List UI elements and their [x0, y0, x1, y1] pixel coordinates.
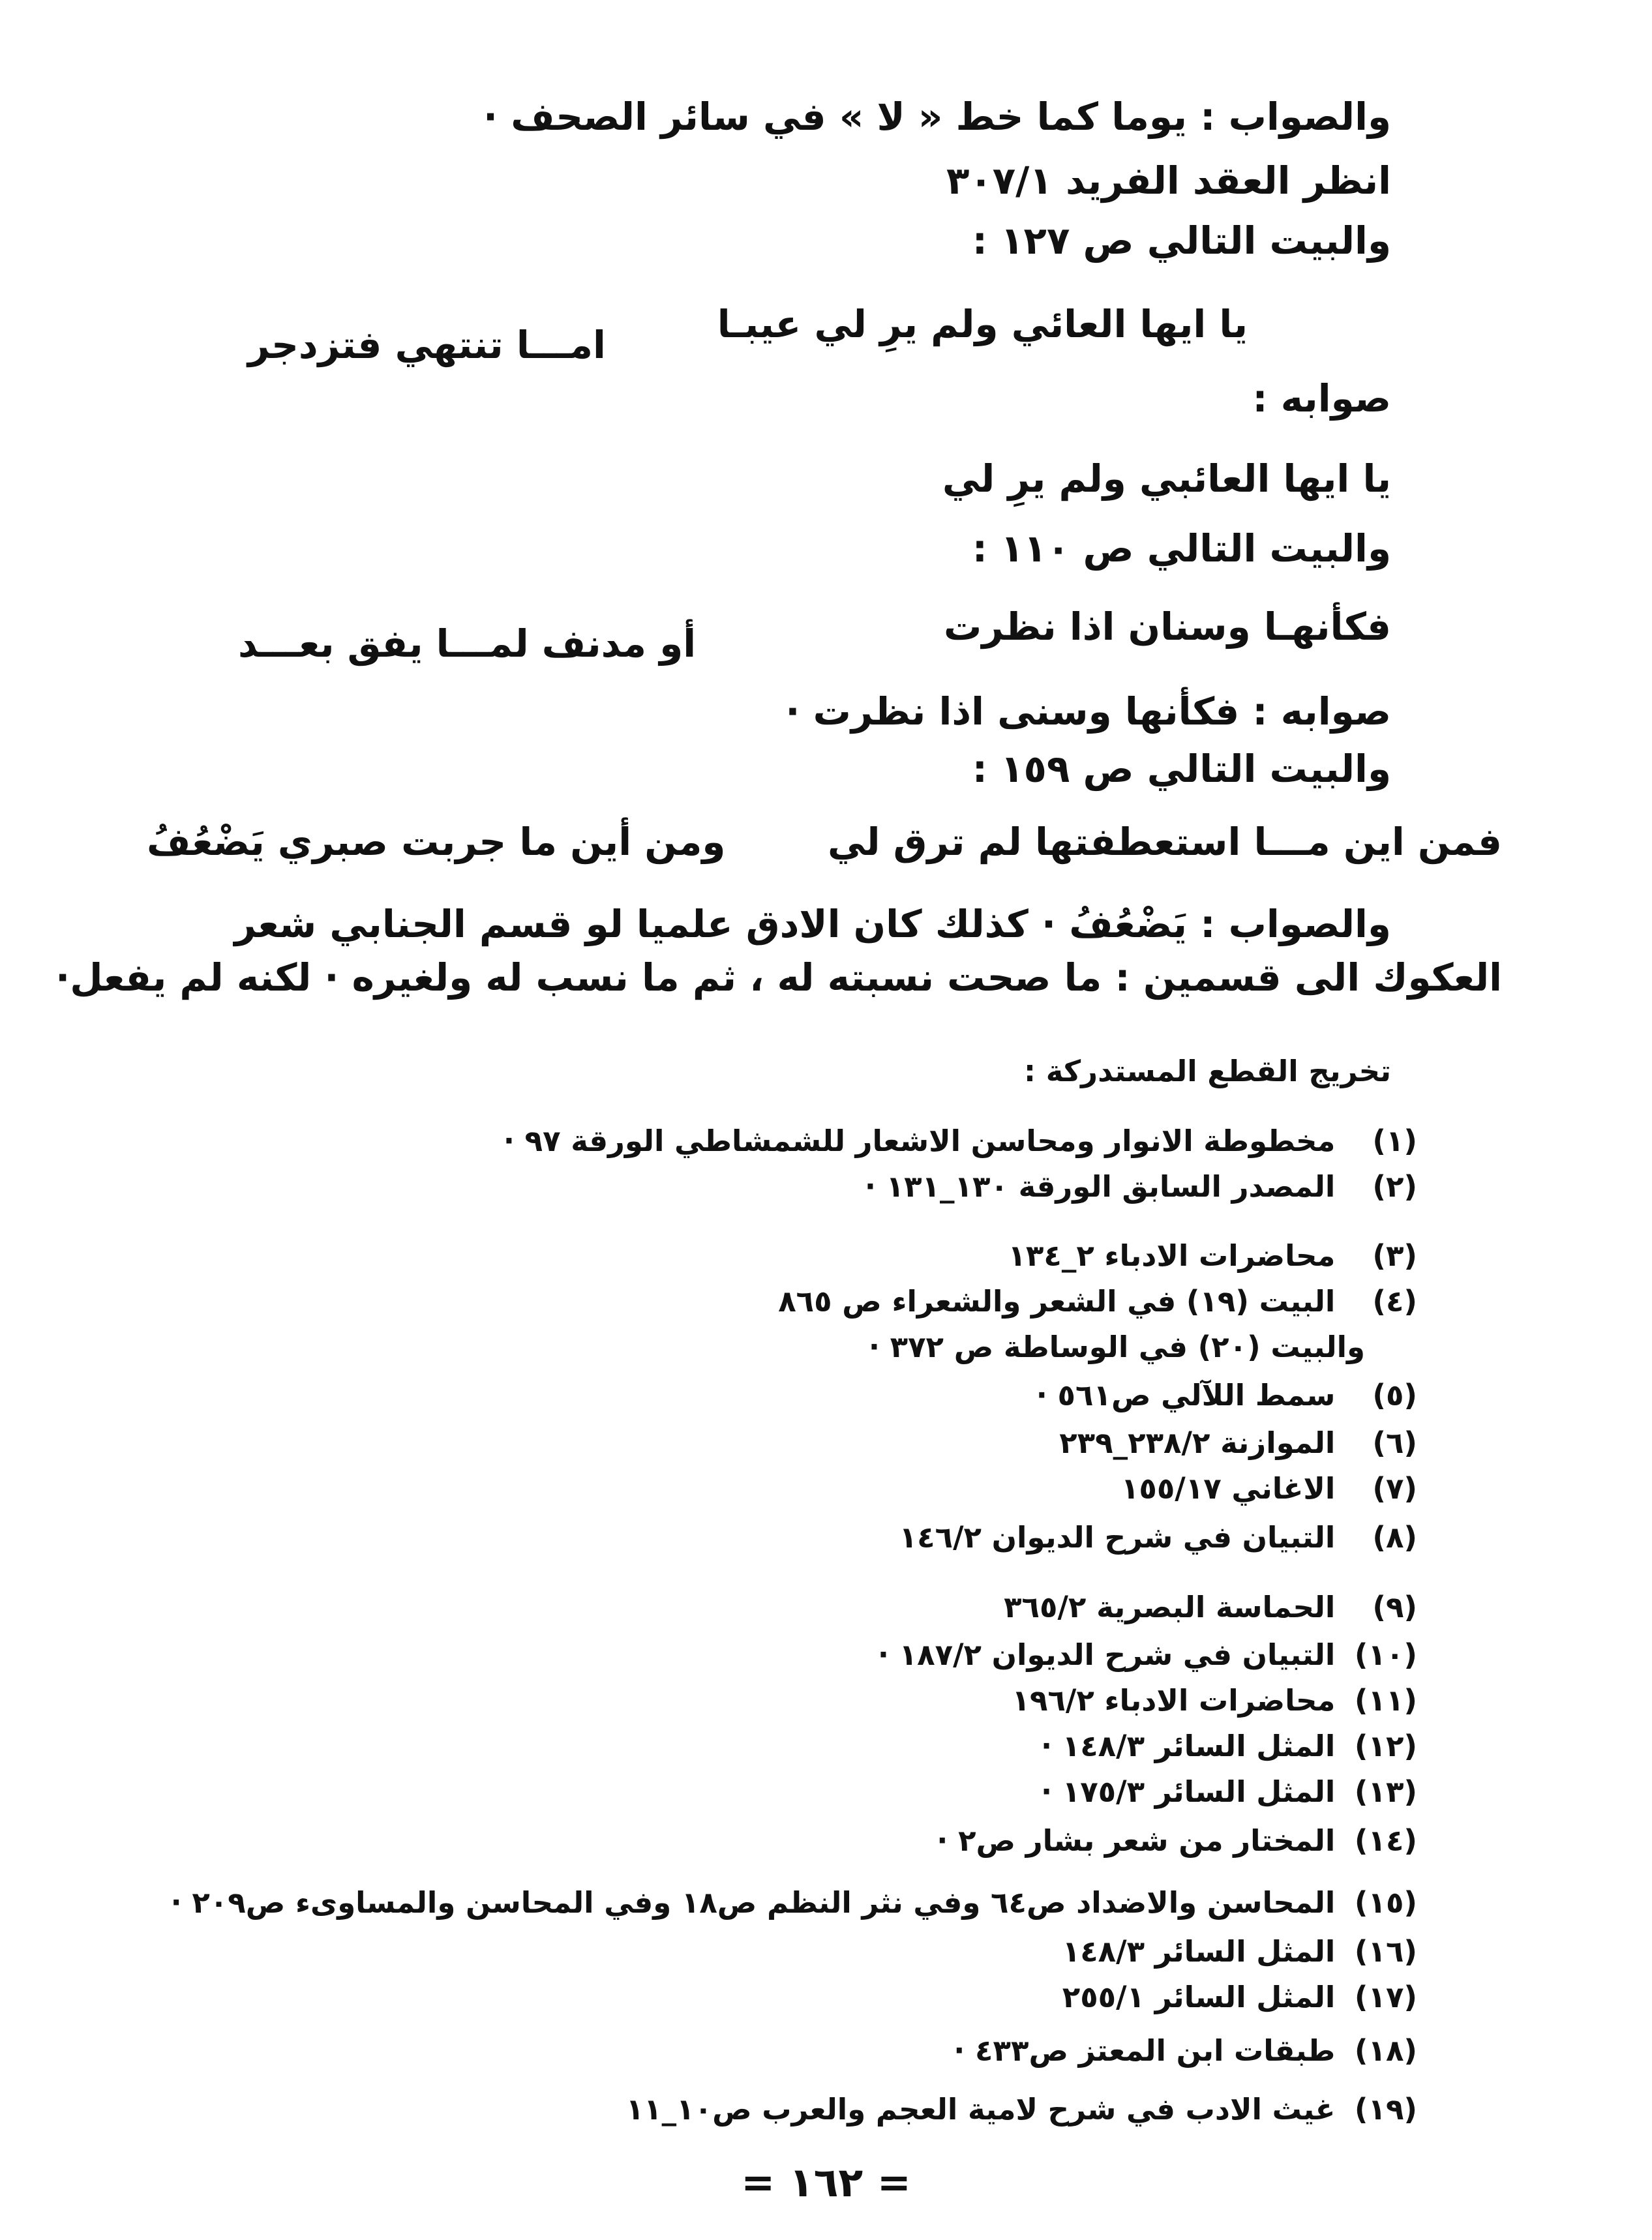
footnote-text: المثل السائر ٢٥٥/١	[1062, 1980, 1336, 2014]
footnote-number: (٦)	[1372, 1426, 1417, 1460]
footnote	[1040, 1774, 1417, 1809]
verse-hemistich-right: فكأنهـا وسنان اذا نظرت	[944, 605, 1391, 649]
text-line: صوابه :	[1252, 376, 1391, 421]
footnote	[877, 1637, 1417, 1672]
page-number: = ١٦٢ =	[741, 2158, 911, 2206]
footnote-text: سمط اللآلي ص٥٦١ ·	[1036, 1378, 1336, 1412]
footnote-text: غيث الادب في شرح لامية العجم والعرب ص١٠_١١	[625, 2092, 1336, 2127]
footnote-number: (١٧)	[1354, 1980, 1417, 2014]
footnote-text: البيت (١٩) في الشعر والشعراء ص ٨٦٥	[778, 1284, 1336, 1319]
footnote-number: (٥)	[1372, 1378, 1417, 1412]
footnote	[1004, 1592, 1417, 1622]
text-line: انظر العقد الفريد ٣٠٧/١	[946, 158, 1391, 203]
footnote-text: مخطوطة الانوار ومحاسن الاشعار للشمشاطي الورقة ٩٧ ·	[503, 1124, 1336, 1158]
footnote	[1062, 1982, 1417, 2012]
footnote	[1041, 1731, 1417, 1761]
footnote-text: المثل السائر ١٤٨/٣	[1062, 1934, 1336, 1969]
footnote-text: الاغاني ١٥٥/١٧	[1120, 1471, 1336, 1506]
text-line: يا ايها العائبي ولم يرِ لي	[942, 456, 1391, 501]
footnote-number: (١)	[1372, 1124, 1417, 1158]
footnote	[937, 1823, 1417, 1858]
text-line: والبيت التالي ص ١٢٧ :	[972, 218, 1391, 263]
footnote-text: محاضرات الادباء ١٩٦/٢	[1012, 1683, 1336, 1718]
footnote-number: (٤)	[1372, 1284, 1417, 1319]
footnote	[1120, 1471, 1417, 1506]
footnote-text: محاضرات الادباء ٢_١٣٤	[1008, 1238, 1336, 1273]
text-line: صوابه : فكأنها وسنى اذا نظرت ·	[785, 689, 1391, 734]
footnote-text: المصدر السابق الورقة ١٣٠_١٣١ ·	[864, 1169, 1336, 1204]
footnote-text: المثل السائر ١٧٥/٣ ·	[1040, 1774, 1336, 1809]
footnote	[625, 2092, 1417, 2127]
text-line: والصواب : يوما كما خط « لا » في سائر الصحف ·	[483, 95, 1391, 139]
footnote-text: التبيان في شرح الديوان ١٨٧/٢ ·	[877, 1637, 1336, 1672]
verse-hemistich-left: امـــا تنتهي فتزدجر	[248, 323, 606, 367]
footnote	[1012, 1683, 1417, 1718]
footnote-text: المختار من شعر بشار ص٢ ·	[937, 1823, 1336, 1858]
footnote	[864, 1169, 1417, 1204]
footnote-number: (٣)	[1372, 1238, 1417, 1273]
footnote-text: الحماسة البصرية ٣٦٥/٢	[1004, 1590, 1336, 1624]
footnote-text: المثل السائر ١٤٨/٣ ·	[1040, 1729, 1336, 1763]
text-line: والصواب : يَضْعُفُ · كذلك كان الادق علميا لو قسم الجنابي شعر	[234, 902, 1391, 946]
footnote	[778, 1284, 1417, 1319]
verse-hemistich-left: أو مدنف لمـــا يفق بعـــد	[238, 621, 697, 666]
footnote-number: (١٤)	[1354, 1823, 1417, 1858]
verse-hemistich-right: يا ايها العائي ولم يرِ لي عيبـا	[717, 302, 1248, 346]
footnote-number: (١٦)	[1354, 1934, 1417, 1969]
footnote-text: التبيان في شرح الديوان ١٤٦/٢	[899, 1520, 1336, 1555]
footnote-text: المحاسن والاضداد ص٦٤ وفي نثر النظم ص١٨ وفي المحاسن والمساوىء ص٢٠٩ ·	[170, 1885, 1336, 1920]
footnote	[954, 2033, 1417, 2068]
footnote-number: (٨)	[1372, 1520, 1417, 1555]
footnote-number: (١٠)	[1354, 1637, 1417, 1672]
footnote-number: (٩)	[1372, 1590, 1417, 1624]
footnote-number: (١٩)	[1354, 2092, 1417, 2127]
footnote	[899, 1520, 1417, 1555]
footnote-number: (٧)	[1372, 1471, 1417, 1506]
notes-heading: تخريج القطع المستدركة :	[1024, 1054, 1391, 1088]
footnote	[1059, 1426, 1417, 1460]
footnote	[503, 1126, 1417, 1156]
text-line: والبيت التالي ص ١١٠ :	[972, 526, 1391, 571]
footnote-number: (١٣)	[1354, 1774, 1417, 1809]
footnote	[1008, 1238, 1417, 1273]
footnote-text: والبيت (٢٠) في الوساطة ص ٣٧٢ ·	[868, 1330, 1365, 1364]
footnote-number: (١٨)	[1354, 2033, 1417, 2068]
verse-hemistich-left: ومن أين ما جربت صبري يَضْعُفُ	[147, 820, 726, 864]
footnote-continuation	[869, 1332, 1365, 1362]
verse-hemistich-right: فمن اين مـــا استعطفتها لم ترق لي	[828, 820, 1502, 864]
footnote-number: (١١)	[1354, 1683, 1417, 1718]
footnote-text: طبقات ابن المعتز ص٤٣٣ ·	[954, 2033, 1336, 2068]
footnote-text: الموازنة ٢٣٨/٢_٢٣٩	[1059, 1426, 1336, 1460]
footnote	[170, 1885, 1417, 1920]
footnote	[1062, 1934, 1417, 1969]
footnote	[1036, 1378, 1417, 1412]
text-line: والبيت التالي ص ١٥٩ :	[972, 747, 1391, 791]
text-line: العكوك الى قسمين : ما صحت نسبته له ، ثم ما نسب له ولغيره · لكنه لم يفعل·	[55, 955, 1502, 1000]
footnote-number: (١٥)	[1354, 1885, 1417, 1920]
footnote-number: (٢)	[1372, 1169, 1417, 1204]
footnote-number: (١٢)	[1354, 1729, 1417, 1763]
